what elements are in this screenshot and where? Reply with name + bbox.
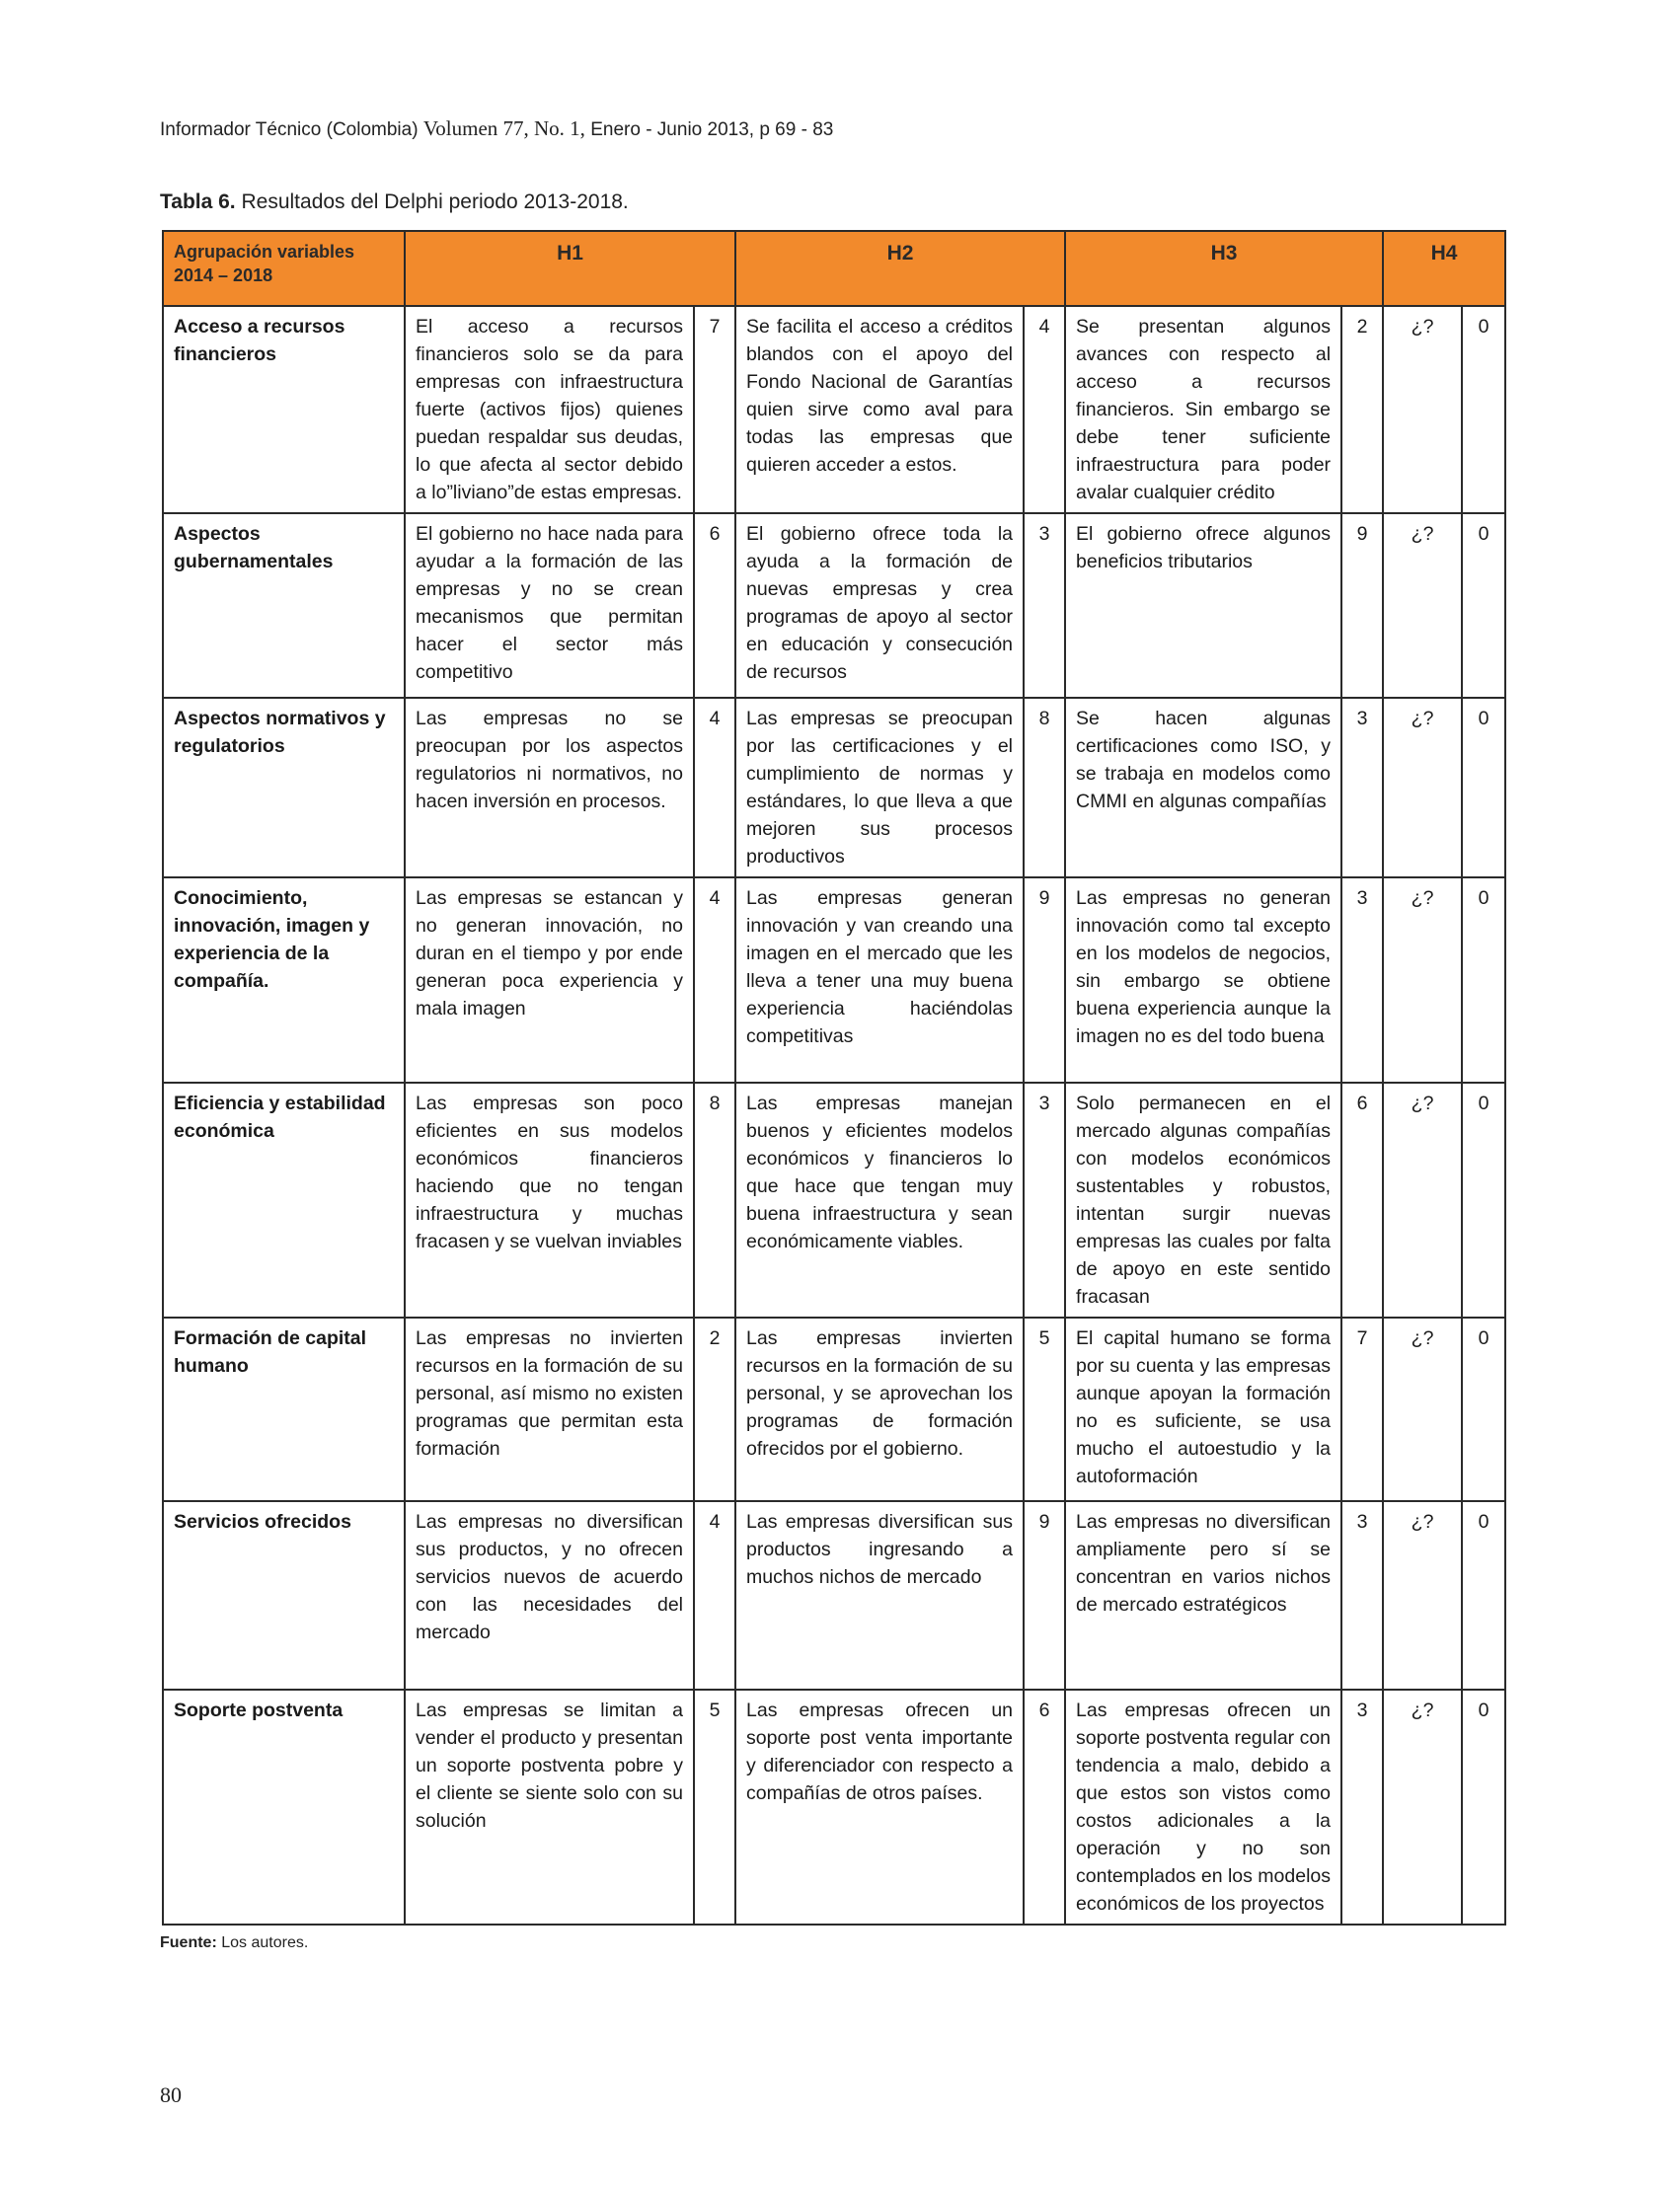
h1-description: Las empresas no diversifican sus productos, y no ofrecen servicios nuevos de acuerdo con las necesidades del mercado xyxy=(405,1501,694,1690)
table-row xyxy=(163,1318,1505,1501)
header-h3: H3 xyxy=(1065,231,1383,306)
h1-description: Las empresas se estancan y no generan innovación, no duran en el tiempo y por ende generan poca experiencia y mala imagen xyxy=(405,877,694,1083)
h2-description: El gobierno ofrece toda la ayuda a la formación de nuevas empresas y crea programas de apoyo al sector en educación y consecución de recursos xyxy=(735,513,1024,698)
h1-score: 2 xyxy=(694,1318,735,1501)
h1-score: 4 xyxy=(694,698,735,877)
table-caption xyxy=(160,190,629,214)
h1-description: Las empresas no se preocupan por los aspectos regulatorios ni normativos, no hacen inversión en procesos. xyxy=(405,698,694,877)
h2-score: 4 xyxy=(1024,306,1065,513)
h1-score: 4 xyxy=(694,877,735,1083)
h3-description: El gobierno ofrece algunos beneficios tributarios xyxy=(1065,513,1341,698)
h3-score: 3 xyxy=(1341,877,1383,1083)
h4-description: ¿? xyxy=(1383,513,1462,698)
h1-description: El gobierno no hace nada para ayudar a la formación de las empresas y no se crean mecanismos que permitan hacer el sector más competitivo xyxy=(405,513,694,698)
h1-score: 4 xyxy=(694,1501,735,1690)
h3-description: El capital humano se forma por su cuenta y las empresas aunque apoyan la formación no es suficiente, se usa mucho el autoestudio y la autoformación xyxy=(1065,1318,1341,1501)
table-caption-label: Tabla 6. xyxy=(160,190,236,213)
header-h1: H1 xyxy=(405,231,735,306)
h2-score: 6 xyxy=(1024,1690,1065,1925)
table-row xyxy=(163,877,1505,1083)
h3-score: 3 xyxy=(1341,698,1383,877)
row-variable: Servicios ofrecidos xyxy=(163,1501,405,1690)
header-group-label: Agrupación variables 2014 – 2018 xyxy=(163,231,405,306)
h4-score: 0 xyxy=(1462,1501,1505,1690)
h2-description: Las empresas invierten recursos en la formación de su personal, y se aprovechan los programas de formación ofrecidos por el gobierno. xyxy=(735,1318,1024,1501)
h3-score: 3 xyxy=(1341,1690,1383,1925)
h4-description: ¿? xyxy=(1383,306,1462,513)
h1-score: 8 xyxy=(694,1083,735,1318)
row-variable: Formación de capital humano xyxy=(163,1318,405,1501)
h4-score: 0 xyxy=(1462,698,1505,877)
row-variable: Acceso a recursos financieros xyxy=(163,306,405,513)
h1-description: Las empresas no invierten recursos en la formación de su personal, así mismo no existen programas que permitan esta formación xyxy=(405,1318,694,1501)
table-row xyxy=(163,306,1505,513)
h4-description: ¿? xyxy=(1383,1318,1462,1501)
h3-score: 7 xyxy=(1341,1318,1383,1501)
row-variable: Eficiencia y estabilidad económica xyxy=(163,1083,405,1318)
h2-description: Las empresas ofrecen un soporte post venta importante y diferenciador con respecto a compañías de otros países. xyxy=(735,1690,1024,1925)
table-header-row xyxy=(163,231,1505,306)
h4-description: ¿? xyxy=(1383,1501,1462,1690)
h3-description: Las empresas ofrecen un soporte postventa regular con tendencia a malo, debido a que estos son vistos como costos adicionales a la operación y no son contemplados en los modelos económicos de los proyectos xyxy=(1065,1690,1341,1925)
row-variable: Aspectos normativos y regulatorios xyxy=(163,698,405,877)
source-label: Fuente: xyxy=(160,1934,217,1951)
h2-description: Las empresas se preocupan por las certificaciones y el cumplimiento de normas y estándares, lo que lleva a que mejoren sus procesos productivos xyxy=(735,698,1024,877)
running-header xyxy=(160,116,833,141)
h4-score: 0 xyxy=(1462,877,1505,1083)
h3-description: Las empresas no generan innovación como tal excepto en los modelos de negocios, sin embargo se obtiene buena experiencia aunque la imagen no es del todo buena xyxy=(1065,877,1341,1083)
h1-score: 6 xyxy=(694,513,735,698)
row-variable: Soporte postventa xyxy=(163,1690,405,1925)
h4-score: 0 xyxy=(1462,1318,1505,1501)
table-source xyxy=(160,1934,308,1952)
journal-issue: Enero - Junio 2013, p 69 - 83 xyxy=(590,119,834,140)
source-text: Los autores. xyxy=(221,1934,309,1951)
h1-score: 5 xyxy=(694,1690,735,1925)
header-h2: H2 xyxy=(735,231,1065,306)
h1-description: El acceso a recursos financieros solo se da para empresas con infraestructura fuerte (activos fijos) quienes puedan respaldar sus deudas, lo que afecta al sector debido a lo”liviano”de estas empresas. xyxy=(405,306,694,513)
h3-description: Se presentan algunos avances con respecto al acceso a recursos financieros. Sin embargo se debe tener suficiente infraestructura para poder avalar cualquier crédito xyxy=(1065,306,1341,513)
h4-score: 0 xyxy=(1462,306,1505,513)
h4-description: ¿? xyxy=(1383,1690,1462,1925)
h2-score: 9 xyxy=(1024,1501,1065,1690)
table-caption-text: Resultados del Delphi periodo 2013-2018. xyxy=(241,190,629,213)
h3-description: Solo permanecen en el mercado algunas compañías con modelos económicos sustentables y robustos, intentan surgir nuevas empresas las cuales por falta de apoyo en este sentido fracasan xyxy=(1065,1083,1341,1318)
h1-description: Las empresas se limitan a vender el producto y presentan un soporte postventa pobre y el cliente se siente solo con su solución xyxy=(405,1690,694,1925)
table-row xyxy=(163,513,1505,698)
h2-score: 5 xyxy=(1024,1318,1065,1501)
h2-description: Se facilita el acceso a créditos blandos con el apoyo del Fondo Nacional de Garantías quien sirve como aval para todas las empresas que quieren acceder a estos. xyxy=(735,306,1024,513)
h2-score: 3 xyxy=(1024,1083,1065,1318)
table-row xyxy=(163,1083,1505,1318)
h3-score: 9 xyxy=(1341,513,1383,698)
h2-description: Las empresas generan innovación y van creando una imagen en el mercado que les lleva a tener una muy buena experiencia haciéndolas competitivas xyxy=(735,877,1024,1083)
table-row xyxy=(163,1501,1505,1690)
h4-description: ¿? xyxy=(1383,877,1462,1083)
h2-score: 3 xyxy=(1024,513,1065,698)
h2-score: 8 xyxy=(1024,698,1065,877)
h4-score: 0 xyxy=(1462,513,1505,698)
journal-volume: Volumen 77, No. 1, xyxy=(422,116,585,140)
h4-description: ¿? xyxy=(1383,698,1462,877)
row-variable: Aspectos gubernamentales xyxy=(163,513,405,698)
h3-score: 6 xyxy=(1341,1083,1383,1318)
delphi-results-table xyxy=(162,230,1506,1926)
h4-score: 0 xyxy=(1462,1690,1505,1925)
h2-score: 9 xyxy=(1024,877,1065,1083)
h3-score: 2 xyxy=(1341,306,1383,513)
journal-name: Informador Técnico (Colombia) xyxy=(160,119,419,140)
table-row xyxy=(163,1690,1505,1925)
row-variable: Conocimiento, innovación, imagen y experiencia de la compañía. xyxy=(163,877,405,1083)
header-h4: H4 xyxy=(1383,231,1505,306)
h3-description: Se hacen algunas certificaciones como ISO, y se trabaja en modelos como CMMI en algunas compañías xyxy=(1065,698,1341,877)
h4-description: ¿? xyxy=(1383,1083,1462,1318)
page-number: 80 xyxy=(160,2082,182,2107)
table-row xyxy=(163,698,1505,877)
h2-description: Las empresas manejan buenos y eficientes modelos económicos y financieros lo que hace que tengan muy buena infraestructura y sean económicamente viables. xyxy=(735,1083,1024,1318)
h1-score: 7 xyxy=(694,306,735,513)
h3-description: Las empresas no diversifican ampliamente pero sí se concentran en varios nichos de mercado estratégicos xyxy=(1065,1501,1341,1690)
h2-description: Las empresas diversifican sus productos ingresando a muchos nichos de mercado xyxy=(735,1501,1024,1690)
h4-score: 0 xyxy=(1462,1083,1505,1318)
h3-score: 3 xyxy=(1341,1501,1383,1690)
h1-description: Las empresas son poco eficientes en sus modelos económicos financieros haciendo que no tengan infraestructura y muchas fracasen y se vuelvan inviables xyxy=(405,1083,694,1318)
